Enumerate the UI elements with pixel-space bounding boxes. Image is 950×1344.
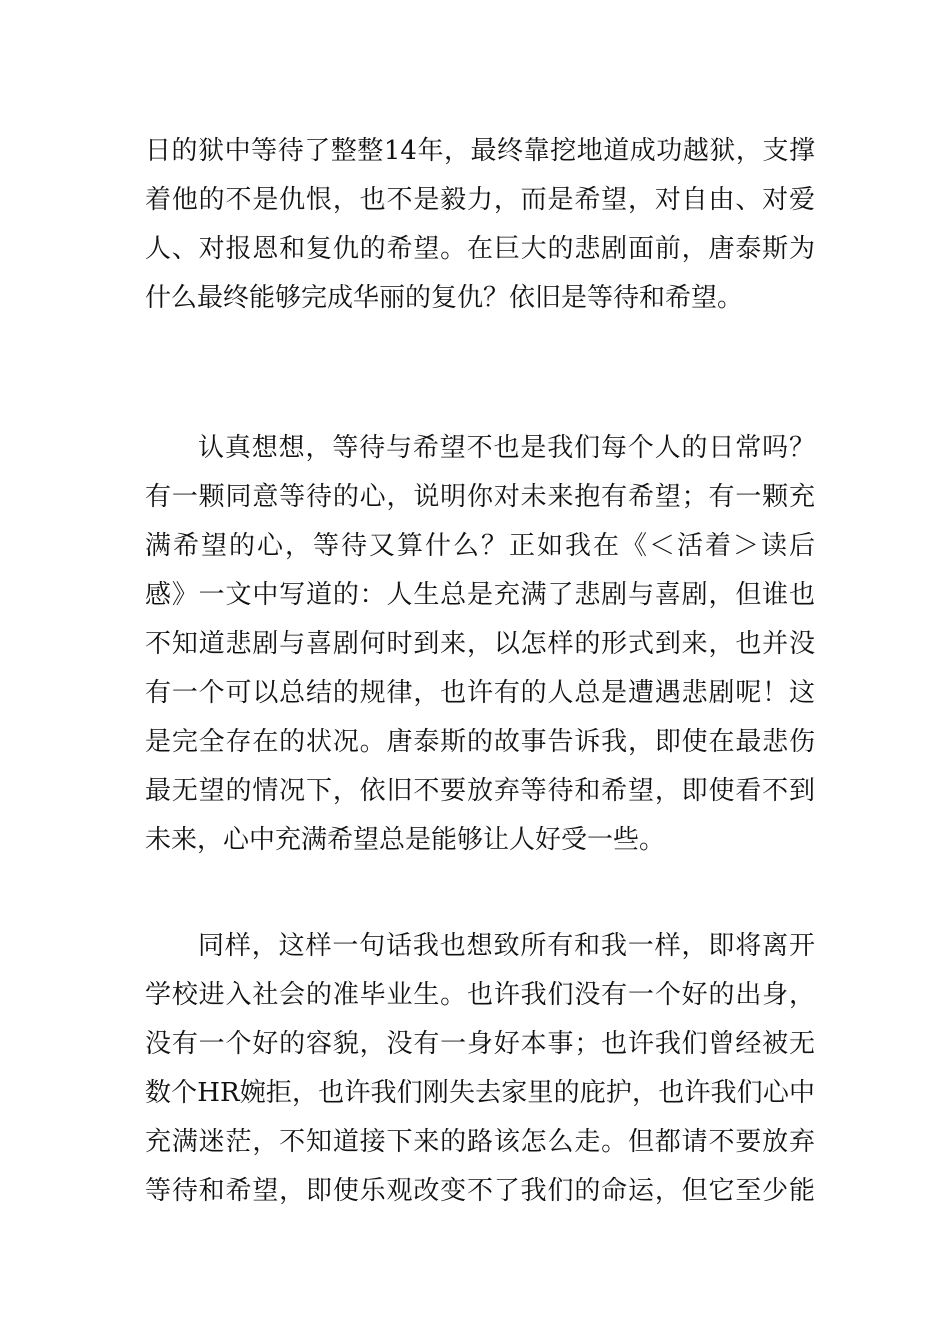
- text-line: 满希望的心，等待又算什么？正如我在《＜活着＞读后: [145, 531, 815, 561]
- text-line: 人、对报恩和复仇的希望。在巨大的悲剧面前，唐泰斯为: [145, 234, 815, 264]
- text-line: 等待和希望，即使乐观改变不了我们的命运，但它至少能: [145, 1176, 815, 1206]
- text-line: 充满迷茫，不知道接下来的路该怎么走。但都请不要放弃: [145, 1127, 815, 1157]
- text-line: 是完全存在的状况。唐泰斯的故事告诉我，即使在最悲伤: [145, 727, 815, 757]
- text-line: 什么最终能够完成华丽的复仇？依旧是等待和希望。: [145, 283, 744, 313]
- text-line: 不知道悲剧与喜剧何时到来，以怎样的形式到来，也并没: [145, 629, 815, 659]
- text-line: 日的狱中等待了整整14年，最终靠挖地道成功越狱，支撑: [145, 136, 815, 166]
- paragraph-2: [145, 424, 815, 865]
- text-line: 学校进入社会的准毕业生。也许我们没有一个好的出身，: [145, 980, 815, 1010]
- text-line: 有一个可以总结的规律，也许有的人总是遭遇悲剧呢！这: [145, 678, 815, 708]
- paragraph-1: [145, 127, 815, 323]
- text-line: 有一颗同意等待的心，说明你对未来抱有希望；有一颗充: [145, 482, 815, 512]
- text-line: 感》一文中写道的：人生总是充满了悲剧与喜剧，但谁也: [145, 580, 815, 610]
- text-line: 最无望的情况下，依旧不要放弃等待和希望，即使看不到: [145, 776, 815, 806]
- text-line: 数个HR婉拒，也许我们刚失去家里的庇护，也许我们心中: [145, 1078, 815, 1108]
- text-line: 未来，心中充满希望总是能够让人好受一些。: [145, 825, 666, 855]
- text-line: 着他的不是仇恨，也不是毅力，而是希望，对自由、对爱: [145, 185, 815, 215]
- text-line: 认真想想，等待与希望不也是我们每个人的日常吗？: [198, 433, 815, 463]
- text-line: 同样，这样一句话我也想致所有和我一样，即将离开: [198, 931, 815, 961]
- text-line: 没有一个好的容貌，没有一身好本事；也许我们曾经被无: [145, 1029, 815, 1059]
- paragraph-3: [145, 922, 815, 1216]
